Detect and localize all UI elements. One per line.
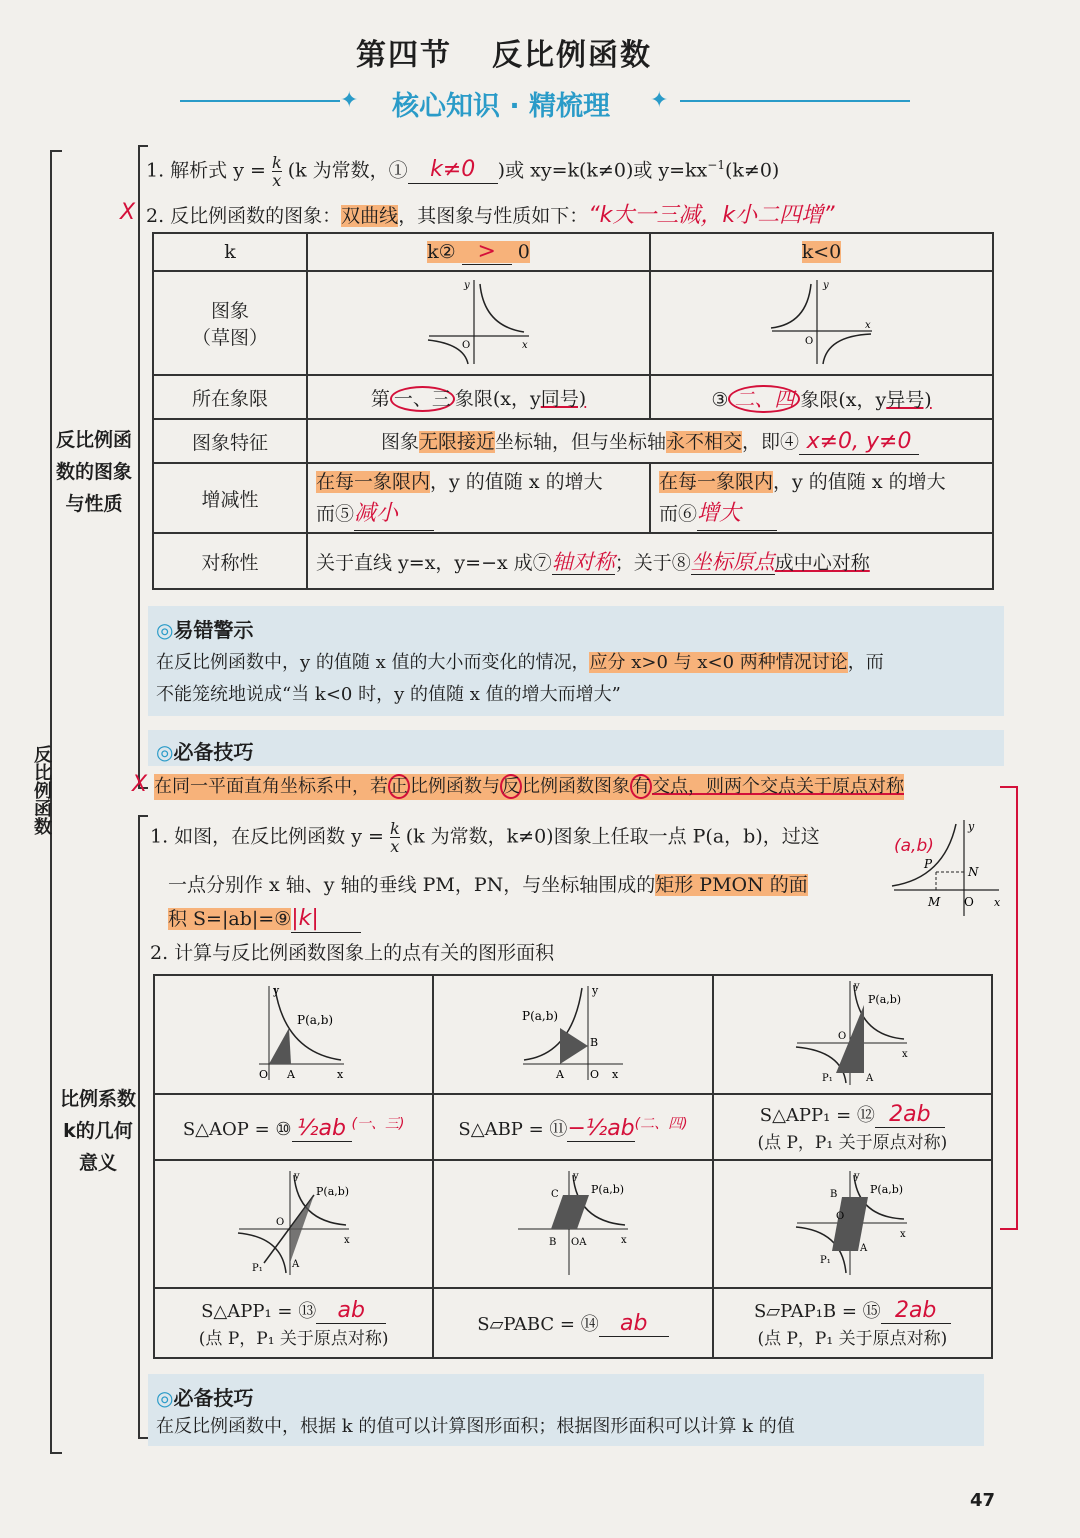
mistake-mark-2-icon: X xyxy=(132,772,148,797)
svg-text:O: O xyxy=(258,1068,268,1081)
page-number: 47 xyxy=(970,1490,996,1511)
svg-text:O: O xyxy=(804,335,813,347)
item1-formula: 1. 解析式 y = $\frac{k}{x}$ (k 为常数，① k≠0 )或 xy=k(k≠0)或 $y=kx^{-1}(k\ne 0)$ xyxy=(146,152,780,190)
svg-text:P(a,b): P(a,b) xyxy=(870,1182,904,1196)
quadrant-positive: 第 一、三 象限(x，y同号) xyxy=(307,375,650,419)
bracket-1 xyxy=(138,145,148,789)
section-title: 第四节 反比例函数 xyxy=(356,38,652,73)
graph-k-positive xyxy=(307,271,650,375)
fig1-cell xyxy=(154,975,433,1094)
svg-text:y: y xyxy=(272,984,279,997)
skill1-icon: ◎ xyxy=(156,740,174,764)
svg-text:P₁: P₁ xyxy=(820,1254,832,1266)
hyperbola-negative-graph xyxy=(767,276,877,366)
side-label-group2: 比例系数k的几何意义 xyxy=(59,1088,136,1174)
hyperbola-positive-graph xyxy=(424,276,534,366)
svg-text:A: A xyxy=(291,1258,299,1270)
svg-text:x: x xyxy=(994,896,1001,909)
fig3-cell xyxy=(713,975,992,1094)
svg-text:M: M xyxy=(928,895,941,909)
svg-text:x: x xyxy=(902,1049,908,1060)
bracket-2 xyxy=(138,815,148,1439)
mono-positive: 在每一象限内，y 的值随 x 的增大 而⑤减小 xyxy=(307,463,650,533)
row-quadrant: 所在象限 xyxy=(153,375,307,419)
rectangle-pmon-figure xyxy=(884,818,1004,918)
svg-text:P(a,b): P(a,b) xyxy=(521,1009,559,1023)
fig4-triangle-app1 xyxy=(234,1167,354,1277)
svg-text:A: A xyxy=(866,1073,874,1084)
svg-text:y: y xyxy=(854,981,860,992)
subtitle-rule-right xyxy=(680,100,910,102)
svg-text:y: y xyxy=(854,1170,860,1182)
svg-text:P(a,b): P(a,b) xyxy=(868,993,902,1006)
ornament-right-icon: ✦ xyxy=(650,88,669,113)
fig2-cell xyxy=(433,975,712,1094)
svg-text:A: A xyxy=(555,1068,564,1081)
ornament-left-icon: ✦ xyxy=(340,88,359,113)
svg-text:O: O xyxy=(589,1068,600,1081)
fig5-parallelogram-pabc xyxy=(513,1167,633,1277)
svg-text:A: A xyxy=(860,1242,868,1254)
answer-1: k≠0 xyxy=(408,157,498,184)
mono-negative: 在每一象限内，y 的值随 x 的增大 而⑥增大 xyxy=(650,463,993,533)
svg-text:x: x xyxy=(620,1234,627,1246)
svg-text:y: y xyxy=(293,1170,300,1182)
item3-line2: 一点分别作 x 轴、y 轴的垂线 PM，PN，与坐标轴围成的矩形 PMON 的面 xyxy=(168,874,808,896)
svg-text:B: B xyxy=(589,1036,599,1049)
item4-text: 2. 计算与反比例函数图象上的点有关的图形面积 xyxy=(150,942,555,964)
svg-text:N: N xyxy=(968,865,979,879)
svg-text:O: O xyxy=(838,1031,847,1042)
warning-head: ◎易错警示 xyxy=(156,618,254,642)
fig4-formula: S△APP₁ = ⑬ ab (点 P，P₁ 关于原点对称) xyxy=(154,1288,433,1358)
mistake-mark-icon: X xyxy=(120,200,136,225)
fig3-formula: S△APP₁ = ⑫ 2ab (点 P，P₁ 关于原点对称) xyxy=(713,1094,992,1160)
svg-text:A: A xyxy=(286,1068,295,1081)
svg-text:P(a,b): P(a,b) xyxy=(590,1182,625,1196)
skill2-text: 在反比例函数中，根据 k 的值可以计算图形面积；根据图形面积可以计算 k 的值 xyxy=(156,1416,795,1437)
fig6-parallelogram-pap1b xyxy=(792,1167,912,1277)
side-label-main: 反比例函数 xyxy=(31,745,52,835)
properties-table xyxy=(152,232,994,590)
row-graph: 图象 （草图） xyxy=(153,271,307,375)
item3-line3: 积 S=|ab|=⑨|k| xyxy=(168,906,361,933)
svg-text:y: y xyxy=(591,984,599,997)
svg-text:y: y xyxy=(968,820,975,833)
svg-text:O: O xyxy=(964,895,974,909)
svg-text:P₁: P₁ xyxy=(251,1262,263,1274)
col-k-negative: k<0 xyxy=(650,233,993,271)
subtitle-rule-left xyxy=(180,100,340,102)
fig1-formula: S△AOP = ⑩ ½ab $^{(一、三)}$ xyxy=(154,1094,433,1160)
svg-text:y: y xyxy=(572,1170,579,1182)
svg-text:P: P xyxy=(924,857,933,871)
fig6-formula: S▱PAP₁B = ⑮ 2ab (点 P，P₁ 关于原点对称) xyxy=(713,1288,992,1358)
warning-line2: 不能笼统地说成“当 k<0 时，y 的值随 x 值的增大而增大” xyxy=(156,684,621,705)
svg-text:y: y xyxy=(822,279,829,291)
warning-line1: 在反比例函数中，y 的值随 x 值的大小而变化的情况，应分 x>0 与 x<0 两种情况讨论，而 xyxy=(156,652,884,673)
svg-text:x: x xyxy=(900,1228,906,1240)
feature-cell: 图象无限接近坐标轴，但与坐标轴永不相交，即④ x≠0, y≠0 xyxy=(307,419,993,463)
warning-box xyxy=(148,606,1004,716)
svg-text:P(a,b): P(a,b) xyxy=(315,1184,349,1198)
fig1-triangle-aop xyxy=(239,982,349,1082)
fig4-cell xyxy=(154,1160,433,1288)
svg-text:O: O xyxy=(461,339,470,351)
area-table xyxy=(153,974,993,1359)
svg-text:P(a,b): P(a,b) xyxy=(296,1013,333,1027)
row-monotonicity: 增减性 xyxy=(153,463,307,533)
fig5-cell xyxy=(433,1160,712,1288)
svg-text:O: O xyxy=(275,1216,284,1228)
graph-k-negative xyxy=(650,271,993,375)
skill-box-1 xyxy=(148,730,1004,766)
row-symmetry: 对称性 xyxy=(153,533,307,589)
row-feature: 图象特征 xyxy=(153,419,307,463)
handwritten-note: “k大一三减，k小二四增” xyxy=(588,203,835,228)
skill2-icon: ◎ xyxy=(156,1386,174,1410)
svg-text:x: x xyxy=(864,319,871,331)
side-label-group1: 反比例函数的图象与性质 xyxy=(55,429,132,515)
svg-text:P₁: P₁ xyxy=(822,1073,834,1084)
svg-text:OA: OA xyxy=(570,1236,587,1248)
svg-text:x: x xyxy=(343,1234,350,1246)
svg-text:x: x xyxy=(611,1068,619,1081)
item3-line1: 1. 如图，在反比例函数 y = $\frac{k}{x}$ (k 为常数，k≠0)图象上任取一点 P(a，b)，过这 xyxy=(150,819,820,856)
quadrant-negative: ③ 二、四 象限(x，y异号) xyxy=(650,375,993,419)
svg-text:B: B xyxy=(830,1188,838,1200)
fig5-formula: S▱PABC = ⑭ ab xyxy=(433,1288,712,1358)
svg-text:C: C xyxy=(550,1188,559,1200)
svg-text:O: O xyxy=(836,1210,845,1222)
svg-text:B: B xyxy=(548,1236,557,1248)
skill-box-2 xyxy=(148,1374,984,1446)
point-label-note: (a,b) xyxy=(894,836,934,856)
skill1-text: 在同一平面直角坐标系中，若 正 比例函数与 反 比例函数图象 有 交点，则两个交点关于原点对称 xyxy=(154,774,904,800)
k-header: k xyxy=(153,233,307,271)
svg-text:y: y xyxy=(463,279,470,291)
svg-text:x: x xyxy=(336,1068,343,1081)
skill1-head: ◎必备技巧 xyxy=(156,740,254,764)
skill2-head: ◎必备技巧 xyxy=(156,1386,254,1410)
subtitle: 核心知识 · 精梳理 xyxy=(392,91,611,122)
fig6-cell xyxy=(713,1160,992,1288)
col-k-positive: k② > 0 xyxy=(307,233,650,271)
fig2-triangle-abp xyxy=(518,982,628,1082)
svg-text:x: x xyxy=(521,339,528,351)
item2-text: 2. 反比例函数的图象：双曲线，其图象与性质如下：“k大一三减，k小二四增” xyxy=(146,203,835,228)
warning-icon: ◎ xyxy=(156,618,174,642)
symmetry-cell: 关于直线 y=x，y=−x 成⑦轴对称；关于⑧坐标原点成中心对称 xyxy=(307,533,993,589)
fig3-triangle-app1 xyxy=(792,977,912,1087)
fig2-formula: S△ABP = $⑪-\frac{1}{2}ab^{(二、四)}$ xyxy=(433,1094,712,1160)
